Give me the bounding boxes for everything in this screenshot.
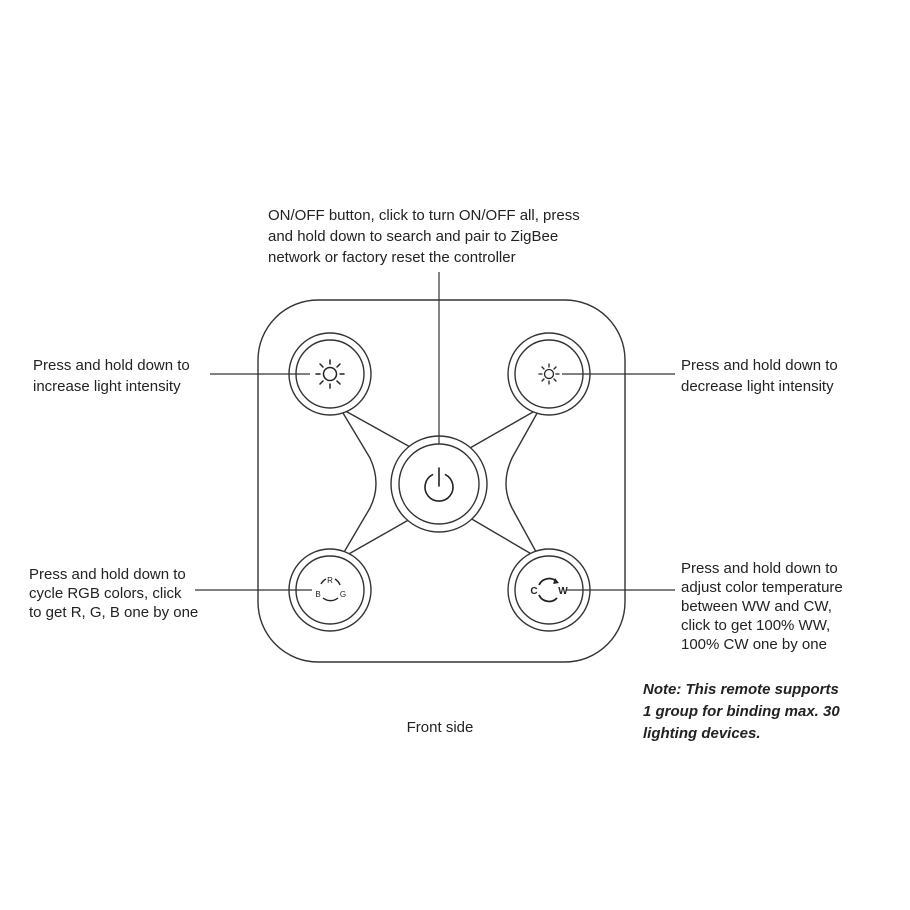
rgb-letter-g: G [339,590,347,599]
rgb-callout-line: to get R, G, B one by one [29,604,199,621]
brightness-down-callout [681,355,838,397]
rgb-callout-line: Press and hold down to [29,566,186,583]
caption: Front side [406,719,474,736]
cct-callout-line: Press and hold down to [681,560,838,577]
cct-callout-line: between WW and CW, [681,598,832,615]
rgb-letter-b: B [315,590,321,599]
rgb-callout-line: cycle RGB colors, click [29,585,182,602]
power-callout-line: and hold down to search and pair to ZigBee [268,228,559,245]
rgb-callout [29,565,198,622]
power-callout-line: network or factory reset the controller [268,249,516,266]
note [643,679,840,745]
brightness-down-callout-line: Press and hold down to [681,357,838,374]
cct-callout-line: click to get 100% WW, [681,617,831,634]
power-callout-line: ON/OFF button, click to turn ON/OFF all, press [268,207,580,224]
cct-callout [681,559,843,654]
brightness-up-callout-line: Press and hold down to [33,357,190,374]
brightness-up-callout [33,355,190,397]
cct-letter-c: C [530,586,538,597]
cct-callout-line: 100% CW one by one [681,636,827,653]
note-line: Note: This remote supports [643,681,839,698]
brightness-down-callout-line: decrease light intensity [681,378,834,395]
rgb-letter-r: R [327,576,333,585]
brightness-up-callout-line: increase light intensity [33,378,181,395]
power-callout [268,205,580,268]
cct-callout-line: adjust color temperature [681,579,843,596]
cct-letter-w: W [558,586,568,597]
note-line: lighting devices. [643,725,761,742]
note-line: 1 group for binding max. 30 [643,703,840,720]
